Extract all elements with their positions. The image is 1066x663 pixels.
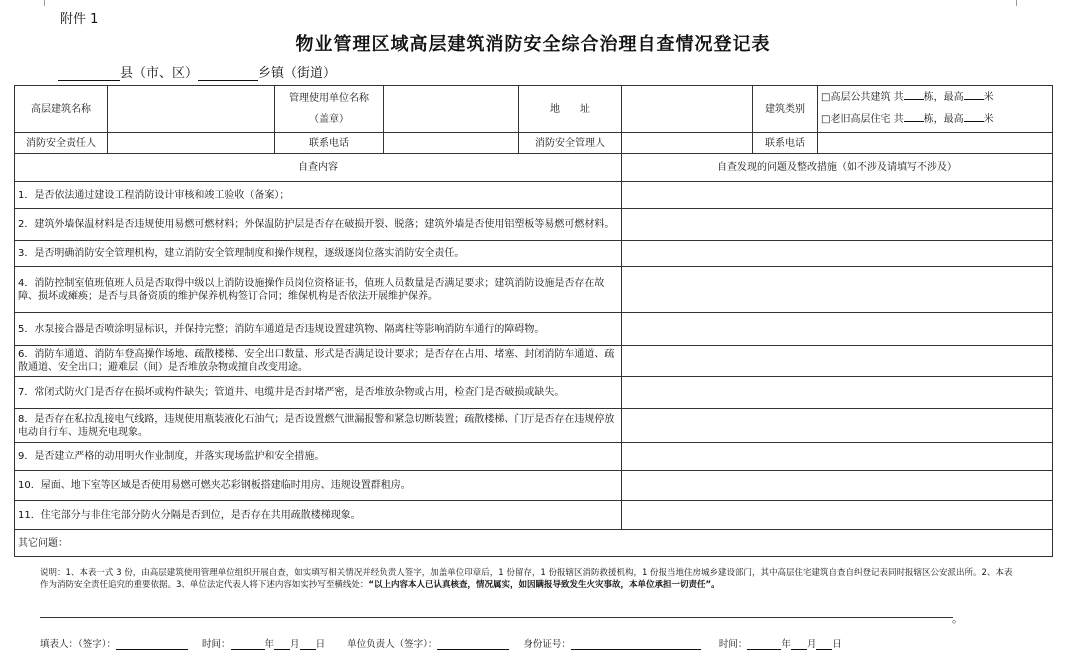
unit-head-signature-blank[interactable]	[437, 638, 509, 650]
option2-count-blank[interactable]	[904, 111, 924, 122]
time1-day-label: 日	[315, 639, 326, 650]
option-old-residential[interactable]	[821, 109, 1049, 131]
table-row	[15, 241, 1053, 267]
signature-footer	[40, 636, 1040, 650]
page-title: 物业管理区域高层建筑消防安全综合治理自查情况登记表	[295, 34, 771, 55]
table-row-other	[15, 530, 1053, 557]
check-item-5: 5．水泵接合器是否喷涂明显标识，并保持完整；消防车通道是否违规设置建筑物、隔离柱等影响消防车通行的障碍物。	[15, 313, 622, 346]
check-item-8: 8．是否存在私拉乱接电气线路，违规使用瓶装液化石油气；是否设置燃气泄漏报警和紧急切断装置；疏散楼梯、门厅是否存在违规停放电动自行车、违规充电现象。	[15, 409, 622, 443]
time2-month-label: 月	[806, 639, 817, 650]
registration-table	[14, 85, 1053, 557]
check-item-1: 1．是否依法通过建设工程消防设计审核和竣工验收（备案）；	[15, 182, 622, 209]
copy-statement-line[interactable]	[40, 617, 953, 618]
time2-month-blank[interactable]	[791, 638, 807, 650]
building-name-cell[interactable]	[108, 86, 275, 133]
crop-mark-right	[1016, 0, 1017, 6]
table-row	[15, 443, 1053, 471]
check-item-11: 11．住宅部分与非住宅部分防火分隔是否到位，是否存在共用疏散楼梯现象。	[15, 501, 622, 530]
finding-cell-9[interactable]	[622, 443, 1053, 471]
county-label: 县（市、区）	[120, 66, 199, 81]
town-label: 乡镇（街道）	[258, 66, 337, 81]
option2-mid: 栋，最高	[923, 114, 964, 125]
attachment-label: 附件 1	[60, 12, 99, 27]
finding-cell-11[interactable]	[622, 501, 1053, 530]
town-blank[interactable]	[198, 66, 258, 81]
note-text: 说明：1、本表一式 3 份，由高层建筑使用管理单位组织开展自查，如实填写相关情况并经负责人签字，加盖单位印章后，1 份留存，1 份报辖区消防救援机构，1 份报当地住房城乡建设部门，其中高层住宅建筑自查自纠登记表同时报辖区公安派出所。2、本表作为消防安全责任追究的重要依据。3、单位法定代表人将下述内容如实抄写至横线处：	[40, 568, 1013, 590]
time2-day-label: 日	[832, 639, 842, 650]
option1-height-blank[interactable]	[964, 89, 984, 100]
option2-height-blank[interactable]	[964, 111, 984, 122]
building-type-options	[818, 86, 1053, 133]
time1-label: 时间：	[202, 639, 231, 650]
finding-cell-1[interactable]	[622, 182, 1053, 209]
table-row	[15, 209, 1053, 241]
check-item-2: 2．建筑外墙保温材料是否违规使用易燃可燃材料；外保温防护层是否存在破损开裂、脱落；建筑外墙是否使用铝塑板等易燃可燃材料。	[15, 209, 622, 241]
time1-month-label: 月	[290, 639, 300, 650]
time2-year-blank[interactable]	[747, 638, 781, 650]
phone1-label: 联系电话	[275, 133, 384, 154]
unit-name-cell[interactable]	[384, 86, 519, 133]
instructions-note	[40, 567, 1020, 591]
check-item-7: 7．常闭式防火门是否存在损坏或构件缺失；管道井、电缆井是否封堵严密，是否堆放杂物或占用，检查门是否破损或缺失。	[15, 377, 622, 409]
line-end-period: 。	[952, 612, 963, 625]
table-header-row	[15, 154, 1053, 182]
fire-person-label: 消防安全责任人	[15, 133, 108, 154]
finding-cell-7[interactable]	[622, 377, 1053, 409]
table-row	[15, 501, 1053, 530]
note-bold-statement: “以上内容本人已认真核查，情况属实，如因瞒报导致发生火灾事故，本单位承担一切责任”。	[368, 580, 720, 590]
finding-cell-6[interactable]	[622, 346, 1053, 377]
id-label: 身份证号：	[523, 639, 571, 650]
option2-prefix: □老旧高层住宅 共	[821, 114, 904, 125]
address-label: 地 址	[519, 86, 622, 133]
county-blank[interactable]	[58, 66, 120, 81]
fire-manager-label: 消防安全管理人	[519, 133, 622, 154]
filler-signature-blank[interactable]	[116, 638, 188, 650]
finding-cell-4[interactable]	[622, 267, 1053, 313]
other-issues-cell[interactable]: 其它问题：	[15, 530, 1053, 557]
phone1-cell[interactable]	[384, 133, 519, 154]
table-row	[15, 267, 1053, 313]
finding-cell-3[interactable]	[622, 241, 1053, 267]
finding-cell-8[interactable]	[622, 409, 1053, 443]
building-type-label: 建筑类别	[753, 86, 818, 133]
option2-suffix: 米	[983, 114, 994, 125]
crop-mark-left	[44, 0, 45, 6]
time1-day-blank[interactable]	[300, 638, 316, 650]
building-name-label: 高层建筑名称	[15, 86, 108, 133]
check-item-3: 3．是否明确消防安全管理机构，建立消防安全管理制度和操作规程，逐级逐岗位落实消防安全责任。	[15, 241, 622, 267]
table-row	[15, 409, 1053, 443]
content-header: 自查内容	[15, 154, 622, 182]
check-item-6: 6．消防车通道、消防车登高操作场地、疏散楼梯、安全出口数量、形式是否满足设计要求；是否存在占用、堵塞、封闭消防车通道、疏散通道、安全出口；避难层（间）是否堆放杂物或擅自改变用途。	[15, 346, 622, 377]
option-public-building[interactable]	[821, 87, 1049, 109]
fire-manager-cell[interactable]	[622, 133, 753, 154]
table-row	[15, 471, 1053, 501]
unit-head-label: 单位负责人（签字）：	[347, 639, 438, 650]
finding-cell-10[interactable]	[622, 471, 1053, 501]
table-row-building	[15, 86, 1053, 133]
check-item-10: 10．屋面、地下室等区域是否使用易燃可燃夹芯彩钢板搭建临时用房、违规设置群租房。	[15, 471, 622, 501]
region-line	[58, 62, 336, 81]
address-cell[interactable]	[622, 86, 753, 133]
time2-day-blank[interactable]	[816, 638, 832, 650]
time1-year-blank[interactable]	[231, 638, 265, 650]
table-row	[15, 377, 1053, 409]
time1-year-label: 年	[264, 639, 275, 650]
check-item-9: 9．是否建立严格的动用明火作业制度，并落实现场监护和安全措施。	[15, 443, 622, 471]
phone2-label: 联系电话	[753, 133, 818, 154]
finding-cell-5[interactable]	[622, 313, 1053, 346]
table-row-persons	[15, 133, 1053, 154]
time2-label: 时间：	[718, 639, 748, 650]
check-item-4: 4．消防控制室值班值班人员是否取得中级以上消防设施操作员岗位资格证书，值班人员数量是否满足要求；建筑消防设施是否存在故障、损坏或瘫痪；是否与具备资质的维护保养机构签订合同；维保机构是否依法开展维护保养。	[15, 267, 622, 313]
option1-mid: 栋，最高	[923, 92, 964, 103]
id-number-blank[interactable]	[571, 638, 701, 650]
table-row	[15, 346, 1053, 377]
table-row	[15, 182, 1053, 209]
option1-suffix: 米	[983, 92, 994, 103]
unit-name-label	[275, 86, 384, 133]
finding-cell-2[interactable]	[622, 209, 1053, 241]
unit-name-label-line2: （盖章）	[309, 114, 349, 125]
unit-name-label-line1: 管理使用单位名称	[289, 93, 369, 104]
time1-month-blank[interactable]	[274, 638, 290, 650]
phone2-cell[interactable]	[818, 133, 1053, 154]
table-row	[15, 313, 1053, 346]
option1-count-blank[interactable]	[904, 89, 924, 100]
findings-header: 自查发现的问题及整改措施（如不涉及请填写不涉及）	[622, 154, 1053, 182]
fire-person-cell[interactable]	[108, 133, 275, 154]
time2-year-label: 年	[781, 639, 791, 650]
filler-label: 填表人：（签字）：	[40, 639, 117, 650]
option1-prefix: □高层公共建筑 共	[821, 92, 904, 103]
